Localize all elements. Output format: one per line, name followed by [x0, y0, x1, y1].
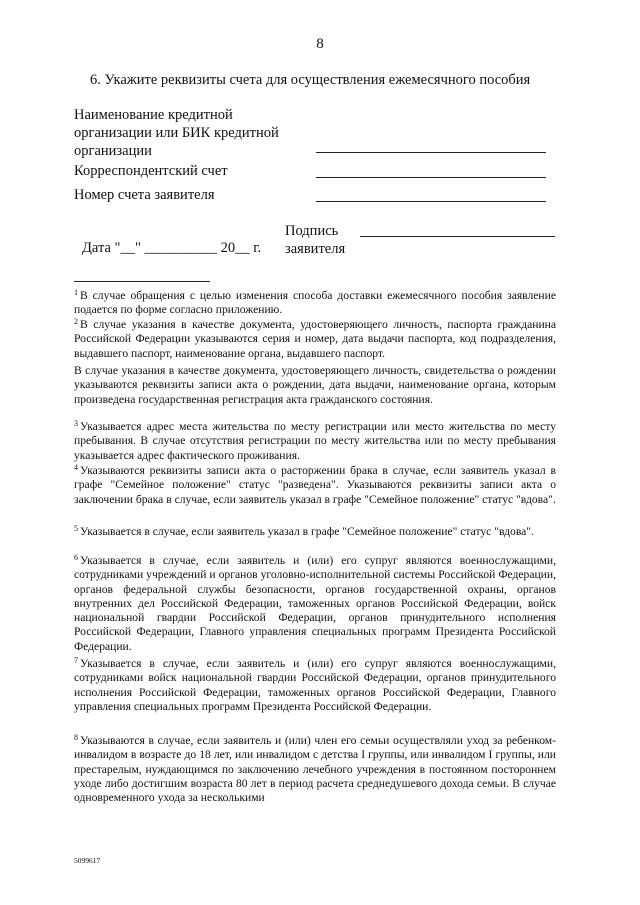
bank-input-line[interactable]	[316, 152, 546, 153]
page-number: 8	[316, 36, 324, 52]
footnote-number: 6	[74, 553, 78, 562]
date-prefix: Дата "	[82, 240, 121, 256]
footnote-text: Указывается в случае, если заявитель и (или) его супруг являются военнослужащими, сотрудниками войск национальной гвардии Российской Федерации, органов принудительного исполнения Российской Федерации, таможенных органов Российской Федерации, Главного управления специальных программ Президента Российской Федерации.	[74, 657, 556, 713]
footnote-5	[74, 525, 556, 539]
footnote-3	[74, 420, 556, 463]
footnote-1	[74, 289, 556, 318]
date-middle: "	[134, 240, 145, 256]
footnote-6	[74, 554, 556, 654]
section-heading: 6. Укажите реквизиты счета для осуществления ежемесячного пособия	[90, 72, 531, 88]
footnote-2-continued	[74, 364, 556, 407]
footnote-7	[74, 657, 556, 714]
signature-label: Подпись заявителя	[285, 223, 346, 257]
footnote-number: 3	[74, 419, 78, 428]
footnote-separator	[74, 281, 210, 282]
corr-account-input-line[interactable]	[316, 177, 546, 178]
date-day-blank[interactable]: __	[120, 240, 135, 256]
footnote-text: Указывается в случае, если заявитель указал в графе "Семейное положение" статус "вдова".	[80, 525, 534, 538]
date-suffix: г.	[249, 240, 262, 256]
footnote-text: В случае указания в качестве документа, удостоверяющего личность, свидетельства о рождении указываются реквизиты записи акта о рождении, дата выдачи, наименование органа, которым произведена государственная регистрация акта гражданского состояния.	[74, 364, 556, 406]
applicant-account-label: Номер счета заявителя	[74, 187, 215, 203]
footnote-number: 2	[74, 317, 78, 326]
footnote-number: 8	[74, 733, 78, 742]
footnote-text: В случае обращения с целью изменения способа доставки ежемесячного пособия заявление подается по форме согласно приложению.	[74, 289, 556, 317]
footnote-number: 1	[74, 288, 78, 297]
signature-line[interactable]	[360, 236, 555, 237]
date-year-prefix: 20	[217, 240, 236, 256]
footnote-number: 5	[74, 524, 78, 533]
footnote-number: 7	[74, 656, 78, 665]
footnote-text: Указывается в случае, если заявитель и (или) его супруг являются военнослужащими, сотрудниками учреждений и органов уголовно-исполнительной системы Российской Федерации, органов федеральной службы безопасности, органов государственной охраны, органов внутренних дел Российской Федерации, таможенных органов Российской Федерации, войск национальной гвардии Российской Федерации, органов принудительного исполнения Российской Федерации, Главного управления специальных программ Президента Российской Федерации.	[74, 554, 556, 653]
footnote-text: В случае указания в качестве документа, удостоверяющего личность, паспорта гражданина Российской Федерации указываются серия и номер, дата выдачи паспорта, код подразделения, выдавшего паспорт, наименование органа, выдавшего паспорт.	[74, 318, 556, 360]
footnote-2	[74, 318, 556, 361]
footnote-4	[74, 464, 556, 507]
corr-account-label: Корреспондентский счет	[74, 163, 228, 179]
footnote-number: 4	[74, 463, 78, 472]
applicant-account-input-line[interactable]	[316, 201, 546, 202]
footnote-text: Указываются в случае, если заявитель и (или) член его семьи осуществляли уход за ребенком-инвалидом в возрасте до 18 лет, или инвалидом с детства I группы, или инвалидом I группы, или престарелым, нуждающимся по заключению лечебного учреждения в постоянном постороннем уходе либо достигшим возраста 80 лет в период расчета среднедушевого дохода семьи. В случае одновременного ухода за несколькими	[74, 734, 556, 805]
date-month-blank[interactable]: __________	[144, 240, 217, 256]
date-field[interactable]	[82, 239, 261, 257]
footnote-8	[74, 734, 556, 805]
document-id: 5099617	[74, 856, 101, 865]
date-year-blank[interactable]: __	[235, 240, 250, 256]
bank-label: Наименование кредитной организации или БИК кредитной организации	[74, 107, 279, 159]
footnote-text: Указывается адрес места жительства по месту регистрации или место жительства по месту пребывания. В случае отсутствия регистрации по месту жительства или по месту пребывания указывается адрес фактического проживания.	[74, 420, 556, 462]
footnote-text: Указываются реквизиты записи акта о расторжении брака в случае, если заявитель указал в графе "Семейное положение" статус "разведена". Указываются реквизиты записи акта о заключении брака в случае, если заявитель указал в графе "Семейное положение" статус "вдова".	[74, 464, 556, 506]
